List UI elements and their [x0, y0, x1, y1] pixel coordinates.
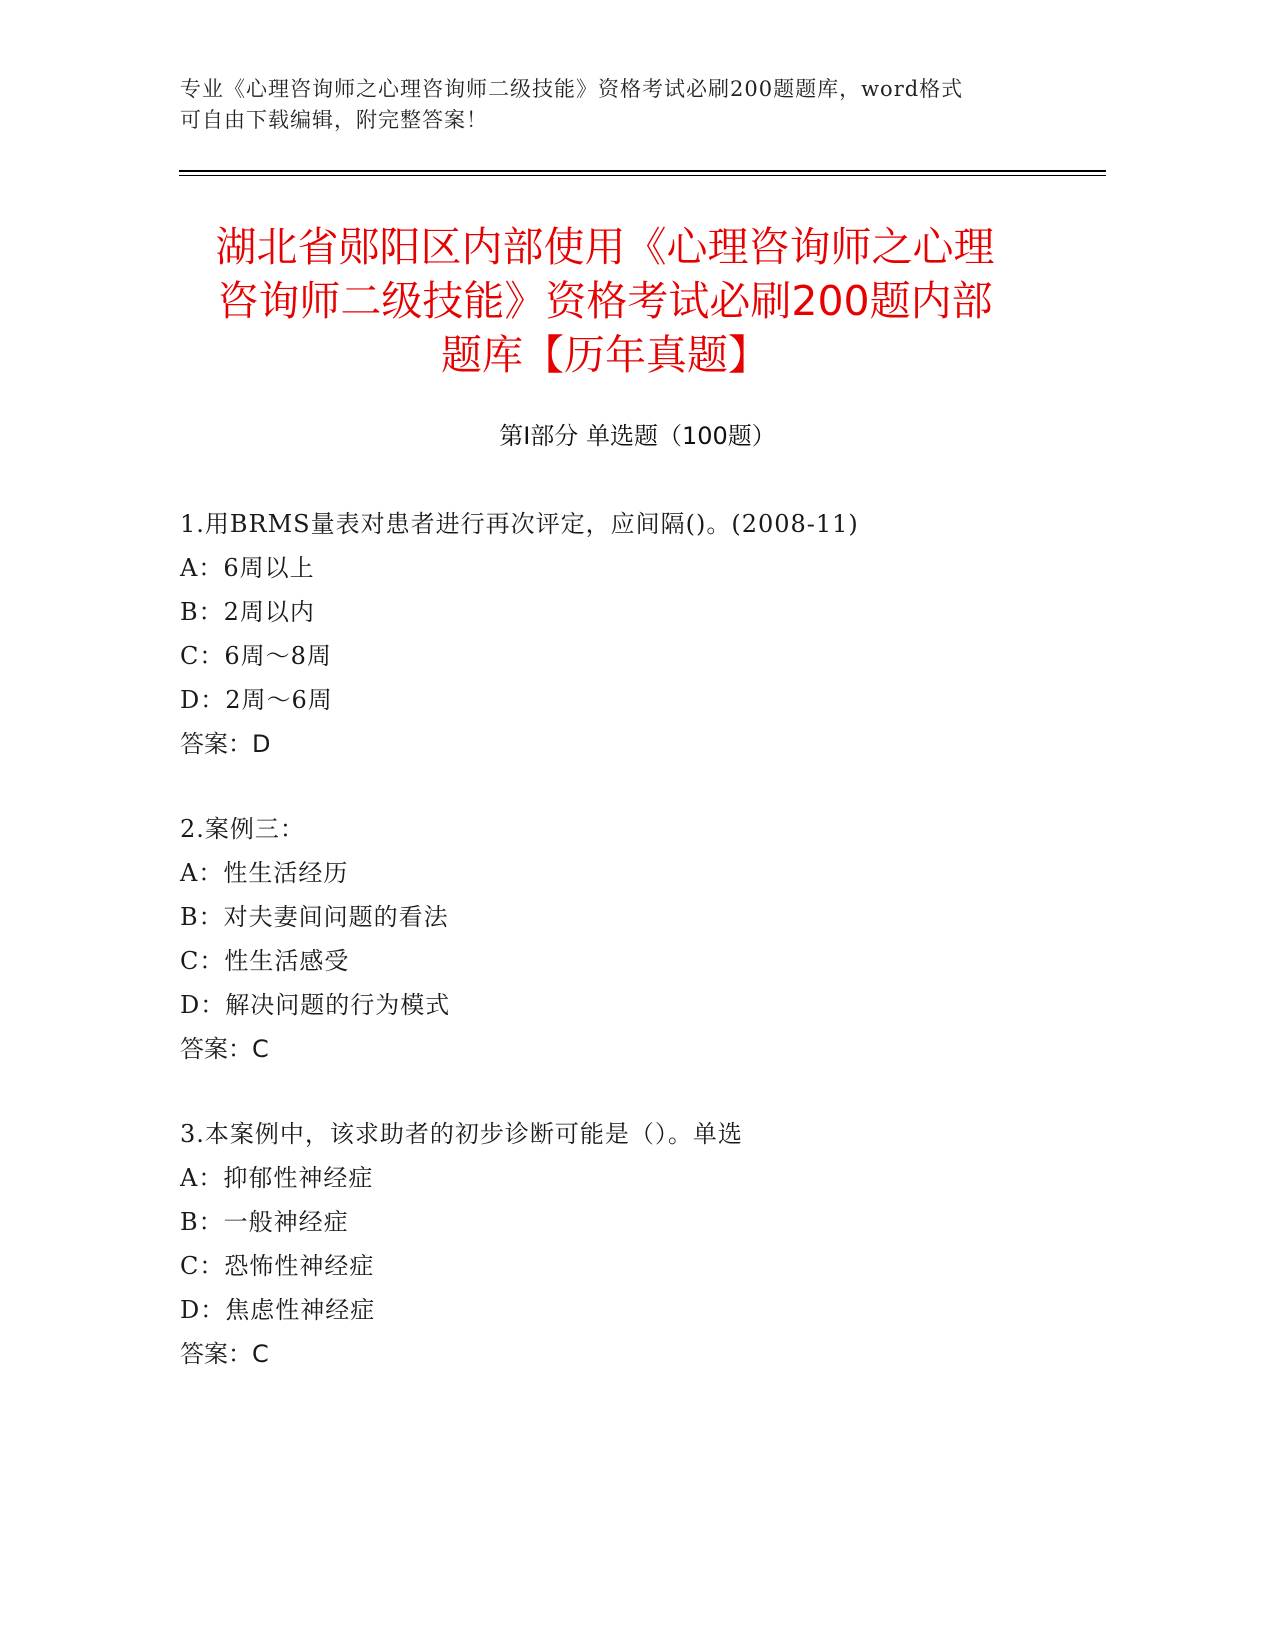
document-title	[180, 220, 1030, 382]
header-note-line-1: 专业《心理咨询师之心理咨询师二级技能》资格考试必刷200题题库，word格式	[180, 77, 964, 101]
question-stem: 2.案例三：	[180, 815, 305, 843]
question-3	[180, 1112, 1080, 1376]
question-answer: 答案：D	[180, 730, 271, 758]
header-divider-thin	[179, 175, 1106, 176]
question-answer: 答案：C	[180, 1340, 269, 1368]
question-stem: 1.用BRMS量表对患者进行再次评定，应间隔()。(2008-11)	[180, 510, 859, 538]
document-title-line-2: 咨询师二级技能》资格考试必刷200题内部	[217, 277, 993, 325]
header-note-line-2: 可自由下载编辑，附完整答案！	[180, 108, 488, 132]
option-c: C：恐怖性神经症	[180, 1252, 375, 1280]
option-c: C：性生活感受	[180, 947, 350, 975]
section-heading: 第Ⅰ部分 单选题（100题）	[499, 422, 776, 450]
option-c: C：6周～8周	[180, 642, 332, 670]
header-divider-thick	[179, 170, 1106, 172]
option-b: B：对夫妻间问题的看法	[180, 903, 449, 931]
question-answer: 答案：C	[180, 1035, 269, 1063]
document-header-note	[180, 74, 1040, 136]
option-b: B：2周以内	[180, 598, 315, 626]
question-2	[180, 807, 1080, 1071]
option-b: B：一般神经症	[180, 1208, 349, 1236]
question-stem: 3.本案例中，该求助者的初步诊断可能是（）。单选	[180, 1120, 743, 1148]
option-a: A：6周以上	[180, 554, 315, 582]
option-d: D：解决问题的行为模式	[180, 991, 451, 1019]
document-title-line-3: 题库【历年真题】	[441, 331, 769, 379]
option-d: D：2周～6周	[180, 686, 333, 714]
option-a: A：抑郁性神经症	[180, 1164, 374, 1192]
document-title-line-1: 湖北省郧阳区内部使用《心理咨询师之心理	[215, 223, 995, 271]
option-d: D：焦虑性神经症	[180, 1296, 376, 1324]
option-a: A：性生活经历	[180, 859, 349, 887]
question-1	[180, 502, 1080, 766]
